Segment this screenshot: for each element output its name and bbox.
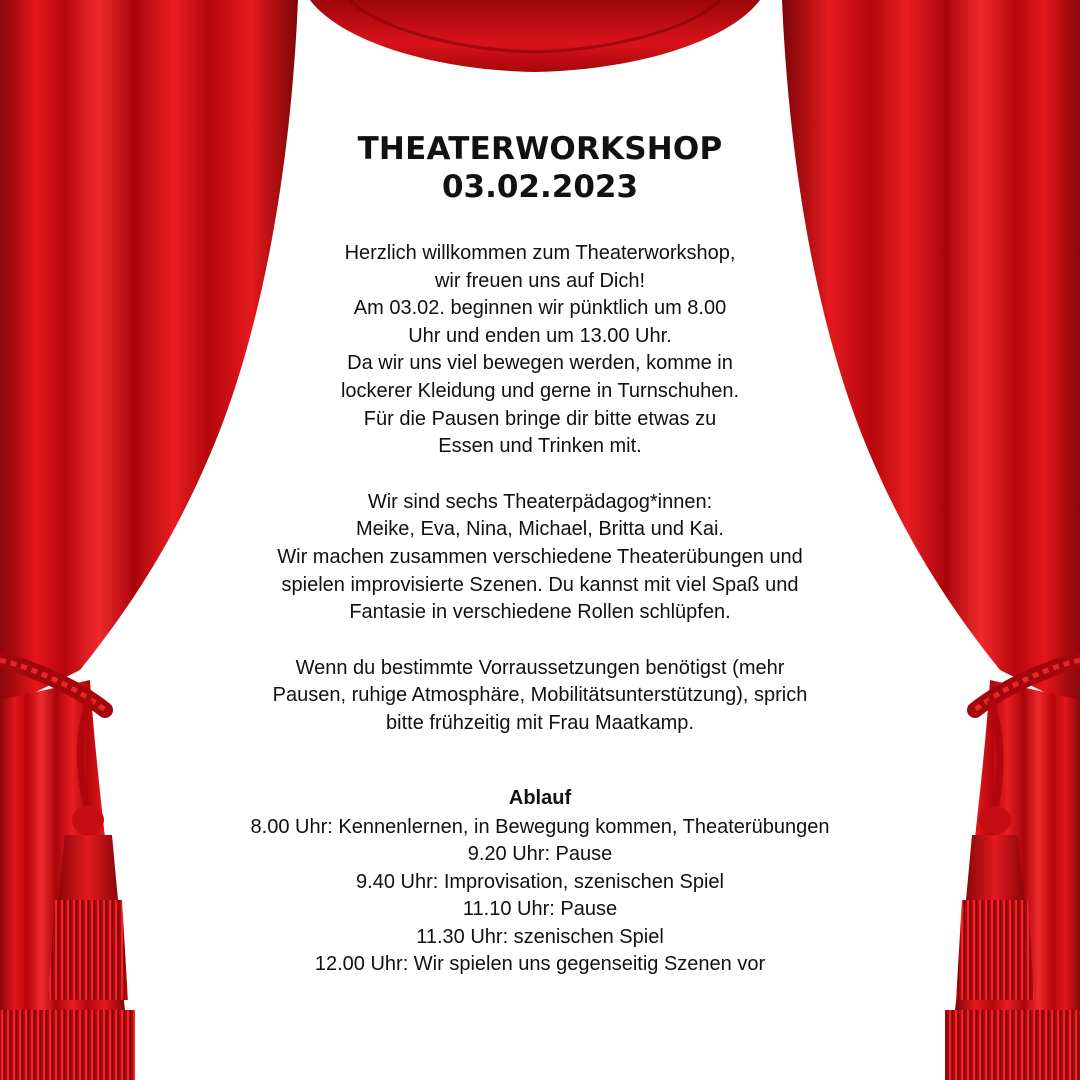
intro-line: Am 03.02. beginnen wir pünktlich um 8.00 (353, 297, 727, 320)
intro-line: Uhr und enden um 13.00 Uhr. (408, 324, 672, 347)
team-line: Wir sind sechs Theaterpädagog*innen: (367, 490, 713, 513)
needs-paragraph (180, 655, 900, 738)
team-paragraph (180, 489, 900, 627)
needs-line: bitte frühzeitig mit Frau Maatkamp. (386, 711, 694, 734)
needs-line: Wenn du bestimmte Vorraussetzungen benötigst (mehr (295, 656, 785, 679)
top-valance (310, 0, 760, 72)
intro-line: Da wir uns viel bewegen werden, komme in (347, 352, 733, 375)
right-tassel (966, 835, 1024, 900)
right-fringe (945, 1010, 1080, 1080)
team-line: Wir machen zusammen verschiedene Theaterübungen und (277, 545, 803, 568)
schedule-item: 8.00 Uhr: Kennenlernen, in Bewegung kommen, Theaterübungen (250, 815, 830, 838)
schedule-item: 9.20 Uhr: Pause (467, 843, 613, 866)
schedule-item: 9.40 Uhr: Improvisation, szenischen Spiel (356, 870, 724, 893)
schedule-item: 11.30 Uhr: szenischen Spiel (416, 925, 664, 948)
team-line: spielen improvisierte Szenen. Du kannst mit viel Spaß und (281, 573, 799, 596)
intro-line: lockerer Kleidung und gerne in Turnschuhen. (340, 379, 740, 402)
team-line: Fantasie in verschiedene Rollen schlüpfen. (349, 601, 731, 624)
intro-paragraph (180, 240, 900, 461)
intro-line: Herzlich willkommen zum Theaterworkshop, (344, 242, 736, 264)
team-line: Meike, Eva, Nina, Michael, Britta und Kai. (356, 518, 724, 541)
left-tassel (58, 835, 118, 900)
intro-line: Essen und Trinken mit. (438, 435, 642, 458)
left-fringe (0, 1010, 135, 1080)
schedule-section (180, 784, 900, 980)
poster-content (180, 130, 900, 979)
schedule-item: 11.10 Uhr: Pause (462, 898, 618, 921)
event-date: 03.02.2023 (441, 169, 639, 205)
schedule-item: 12.00 Uhr: Wir spielen uns gegenseitig Szenen vor (314, 953, 766, 976)
schedule-heading: Ablauf (508, 786, 572, 809)
needs-line: Pausen, ruhige Atmosphäre, Mobilitätsunterstützung), sprich (272, 684, 808, 707)
intro-line: Für die Pausen bringe dir bitte etwas zu (363, 407, 717, 430)
page-title: THEATERWORKSHOP (357, 131, 723, 167)
intro-line: wir freuen uns auf Dich! (434, 269, 646, 292)
